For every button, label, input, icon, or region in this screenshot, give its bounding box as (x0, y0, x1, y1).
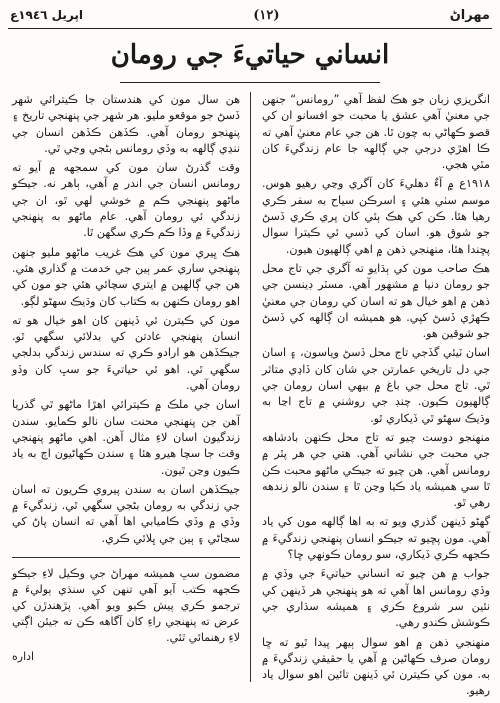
paragraph: جواب ۾ هن چيو ته انساني حياتيءَ جي وڏي ۾ وڏي رومانس اها آهي ته هو پنهنجي هر ڏينهن کي نئين سر شروع ڪري ۽ هميشه سڌاري جي ڪوشش ڪندو رهي. (262, 567, 490, 630)
issue-date: اپريل ١٩٤٦ع (10, 8, 83, 22)
paragraph: مون کي ڪيترن ئي ڏينهن کان اهو خيال هو ته انسان پنهنجي عادتن کي بدلائي سگهي ٿو. جيڪڏهن هو ارادو ڪري ته سندس زندگي بدلجي سگهي ٿي. اهو ئي حياتيءَ جو سڀ کان وڏو رومان آهي. (12, 313, 240, 393)
paragraph: منهنجو دوست چيو ته تاج محل ڪنهن بادشاهه جي محبت جي نشاني آهي. هتي جي هر پٿر ۾ رومانس آهي. هن چيو ته جيڪي ماڻهو محبت ڪن ٿا سي هميشه ياد ڪيا وڃن ٿا ۽ سندن نالو زندهه رهي ٿو. (262, 430, 490, 510)
left-column (12, 92, 240, 665)
paragraph: منهنجي ذهن ۾ اهو سوال ٻيهر پيدا ٿيو ته ڇا رومان صرف ڪهاڻين ۾ آهي يا حقيقي زندگيءَ ۾ به. مون کي ڪيترن ئي ڏينهن تائين اهو سوال ياد رهيو. (262, 635, 490, 698)
paragraph: اسان ٽيئي گڏجي تاج محل ڏسڻ وياسون، ۽ اسان جي دل تاريخي عمارتن جي شان کان ڏاڍي متاثر ٿي. تاج محل جي باغ ۾ بيهي اسان رومان جي ڳالهيون ڪيون. چنڊ جي روشني ۾ تاج اڃا به وڌيڪ سهڻو ٿي ڏيکاري ٿو. (262, 346, 490, 425)
article-title: انساني حياتيءَ جي رومان (110, 40, 390, 70)
title-rule (120, 82, 380, 83)
paragraph: هڪ ڀيري مون کي هڪ غريب ماڻهو مليو جنهن پنهنجي ساري عمر ٻين جي خدمت ۾ گذاري هئي. هن جي ڳالهين ۾ ايتري سچائي هئي جو مون کي اهو رومان ڪنهن به ڪتاب کان وڌيڪ سهڻو لڳو. (12, 245, 240, 308)
paragraph: وقت گذرڻ سان مون کي سمجهه ۾ آيو ته رومانس انسان جي اندر ۾ آهي، ٻاهر نه. جيڪو ماڻهو پنهنجي ڪم ۾ خوشي لهي ٿو، ان جي زندگي ئي رومان آهي. عام ماڻهو به پنهنجي زندگيءَ ۾ وڏا ڪم ڪري سگهن ٿا. (12, 161, 240, 240)
editor-note: مضمون سڀ هميشه مهراڻ جي وڪيل لاءِ جيڪو ڪجهه ڪتب آيو آهي تنهن کي سنڌي ٻوليءَ ۾ ترجمو ڪري پيش ڪيو ويو آهي. پڙهندڙن کي عرض ته پنهنجي راءِ کان آگاهه ڪن ته جيئن اڳتي لاءِ رهنمائي ٿئي. (12, 567, 240, 645)
right-column (262, 92, 490, 703)
note-separator (12, 557, 240, 558)
paragraph: هن سال مون کي هندستان جا ڪيترائي شهر ڏسڻ جو موقعو مليو. هر شهر جي پنهنجي تاريخ ۽ پنهنجو رومان آهي. ڪڏهن ڪڏهن انسان جي ننڍي ڳالهه به وڏي رومانس بڻجي وڃي ٿي. (12, 93, 240, 155)
paragraph: ١٩١٨ع ۾ آءٌ دهليءَ کان آگري وڃي رهيو هوس. موسم سٺي هئي ۽ اسرڪن سياح به سفر ڪري رهيا هئا. ڪن کي هڪ ٻئي کان پري ڪري ڏسڻ جو شوق هو. اسان کي ڏسي ئي ڪيترا سوال پڇندا هئا، منهنجي ذهن ۾ اهي ڳالهيون هيون. (262, 177, 490, 256)
page-header (10, 4, 490, 26)
header-rule (8, 28, 492, 29)
paragraph: هڪ صاحب مون کي ٻڌايو ته آگري جي تاج محل جو رومان دنيا ۾ مشهور آهي. مسٽر ڊينسن جي ذهن ۾ اهو خيال هو ته اسان کي رومان جي معنيٰ ڪهڙي ڏسڻ کپي. هو هميشه ان ڳالهه کي ڏسڻ جو شوقين هو. (262, 261, 490, 341)
paragraph: انگريزي زبان جو هڪ لفظ آهي ”رومانس“ جنهن جي معنيٰ آهي عشق يا محبت جو افسانو ان کي قصو ڪهاڻي به چون ٿا. هن جي عام معنيٰ آهي ته ڪا اهڙي درجي جي ڳالهه جا عام زندگيءَ کان مٿي هجي. (262, 93, 490, 172)
column-divider (250, 92, 251, 682)
editor-signature: اداره (12, 650, 35, 664)
paragraph: اسان جي ملڪ ۾ ڪيترائي اهڙا ماڻهو ٿي گذريا آهن جن پنهنجي محنت سان نالو ڪمايو. سندن زندگيون اسان لاءِ مثال آهن. اهي ماڻهو پنهنجي وقت جا سچا هيرو هئا ۽ سندن ڪهاڻيون اڄ به ياد ڪيون وڃن ٿيون. (12, 398, 240, 477)
paragraph: گهڻو ڏينهن گذري ويو ته به اها ڳالهه مون کي ياد آهي. مون پڇيو ته جيڪو انسان پنهنجي زندگيءَ ۾ ڪجهه ڪري ڏيکاري، سو رومان ڪونهي ڇا؟ (262, 515, 490, 562)
page-number: (١٢) (253, 7, 280, 23)
paragraph: جيڪڏهن اسان به سندن پيروي ڪريون ته اسان جي زندگي به رومان بڻجي سگهي ٿي. زندگيءَ ۾ وڏي ۾ وڏي ڪاميابي اها آهي ته انسان پاڻ کي سڃاڻي ۽ ٻين جي ڀلائي ڪري. (12, 482, 240, 545)
magazine-name: مهراڻ (449, 7, 490, 23)
